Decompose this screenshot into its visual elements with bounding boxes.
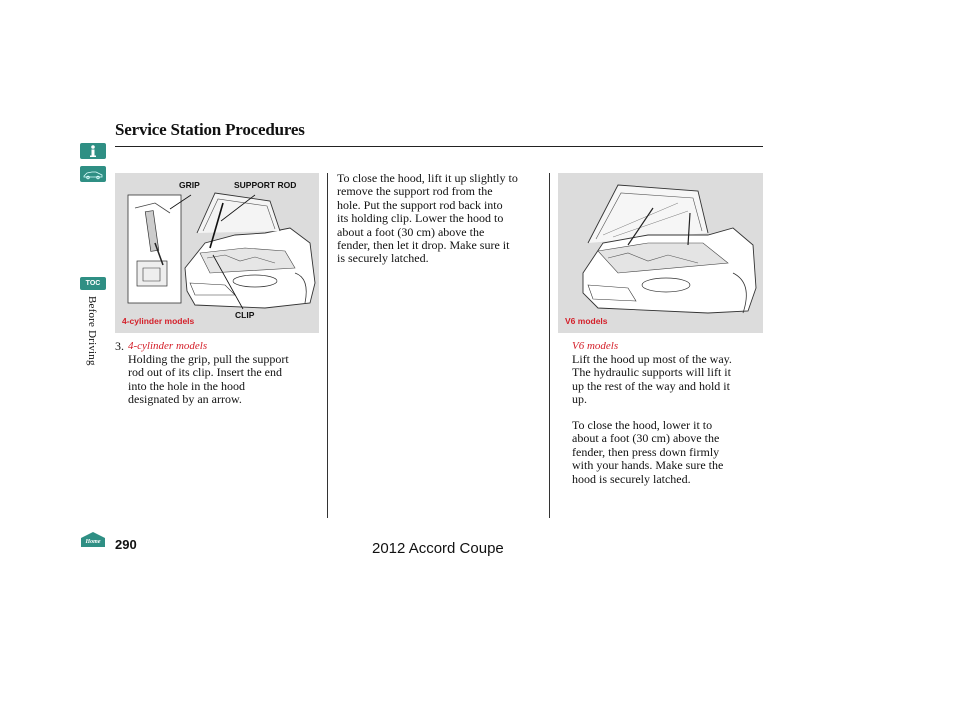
column-divider-2 (549, 173, 550, 518)
text-line: remove the support rod from the (337, 184, 493, 199)
text-line: its holding clip. Lower the hood to (337, 211, 504, 226)
text-line: designated by an arrow. (128, 392, 242, 407)
col3-models-heading: V6 models (572, 340, 619, 352)
text-line: To close the hood, lift it up slightly to (337, 171, 518, 185)
text-line: rod out of its clip. Insert the end (128, 365, 282, 380)
grip-label: GRIP (179, 180, 200, 190)
vehicle-index-button[interactable] (80, 166, 106, 182)
text-line: up the rest of the way and hold it (572, 378, 730, 393)
home-label: Home (85, 539, 101, 545)
col2-body (337, 172, 518, 266)
hood-support-rod-illustration (115, 173, 319, 333)
step-number: 3. (115, 339, 124, 353)
hood-hydraulic-illustration (558, 173, 763, 333)
info-icon (80, 143, 106, 159)
figure-caption-v6: V6 models (565, 316, 608, 326)
figure-v6 (558, 173, 763, 333)
figure-4-cylinder (115, 173, 319, 333)
info-button[interactable] (80, 143, 106, 159)
document-title: 2012 Accord Coupe (372, 540, 504, 557)
page-number: 290 (115, 537, 137, 552)
car-icon (80, 166, 106, 182)
text-line: fender, then let it drop. Make sure it (337, 238, 510, 253)
text-line: about a foot (30 cm) above the (572, 431, 720, 446)
text-line: with your hands. Make sure the (572, 458, 724, 473)
section-title: Service Station Procedures (115, 120, 305, 139)
text-line: Holding the grip, pull the support (128, 352, 289, 366)
text-line: The hydraulic supports will lift it (572, 365, 731, 380)
support-rod-label: SUPPORT ROD (234, 180, 297, 190)
text-line: hole. Put the support rod back into (337, 197, 503, 212)
title-rule (115, 146, 763, 147)
figure-caption-4-cylinder: 4-cylinder models (122, 316, 195, 326)
toc-button[interactable]: TOC (80, 277, 106, 290)
text-line: is securely latched. (337, 251, 429, 266)
col3-paragraph-1 (572, 353, 732, 407)
text-line: about a foot (30 cm) above the (337, 224, 485, 239)
text-line: fender, then press down firmly (572, 444, 720, 459)
col1-models-heading: 4-cylinder models (128, 340, 208, 352)
text-line: into the hole in the hood (128, 378, 245, 393)
text-line: To close the hood, lower it to (572, 418, 713, 432)
text-line: Lift the hood up most of the way. (572, 352, 732, 366)
home-button[interactable] (80, 532, 106, 547)
home-icon (80, 532, 106, 547)
col1-body (128, 353, 289, 407)
section-side-label: Before Driving (86, 296, 98, 366)
clip-label: CLIP (235, 310, 255, 320)
column-divider-1 (327, 173, 328, 518)
text-line: up. (572, 392, 587, 407)
text-line: hood is securely latched. (572, 471, 691, 486)
col3-paragraph-2 (572, 419, 723, 486)
